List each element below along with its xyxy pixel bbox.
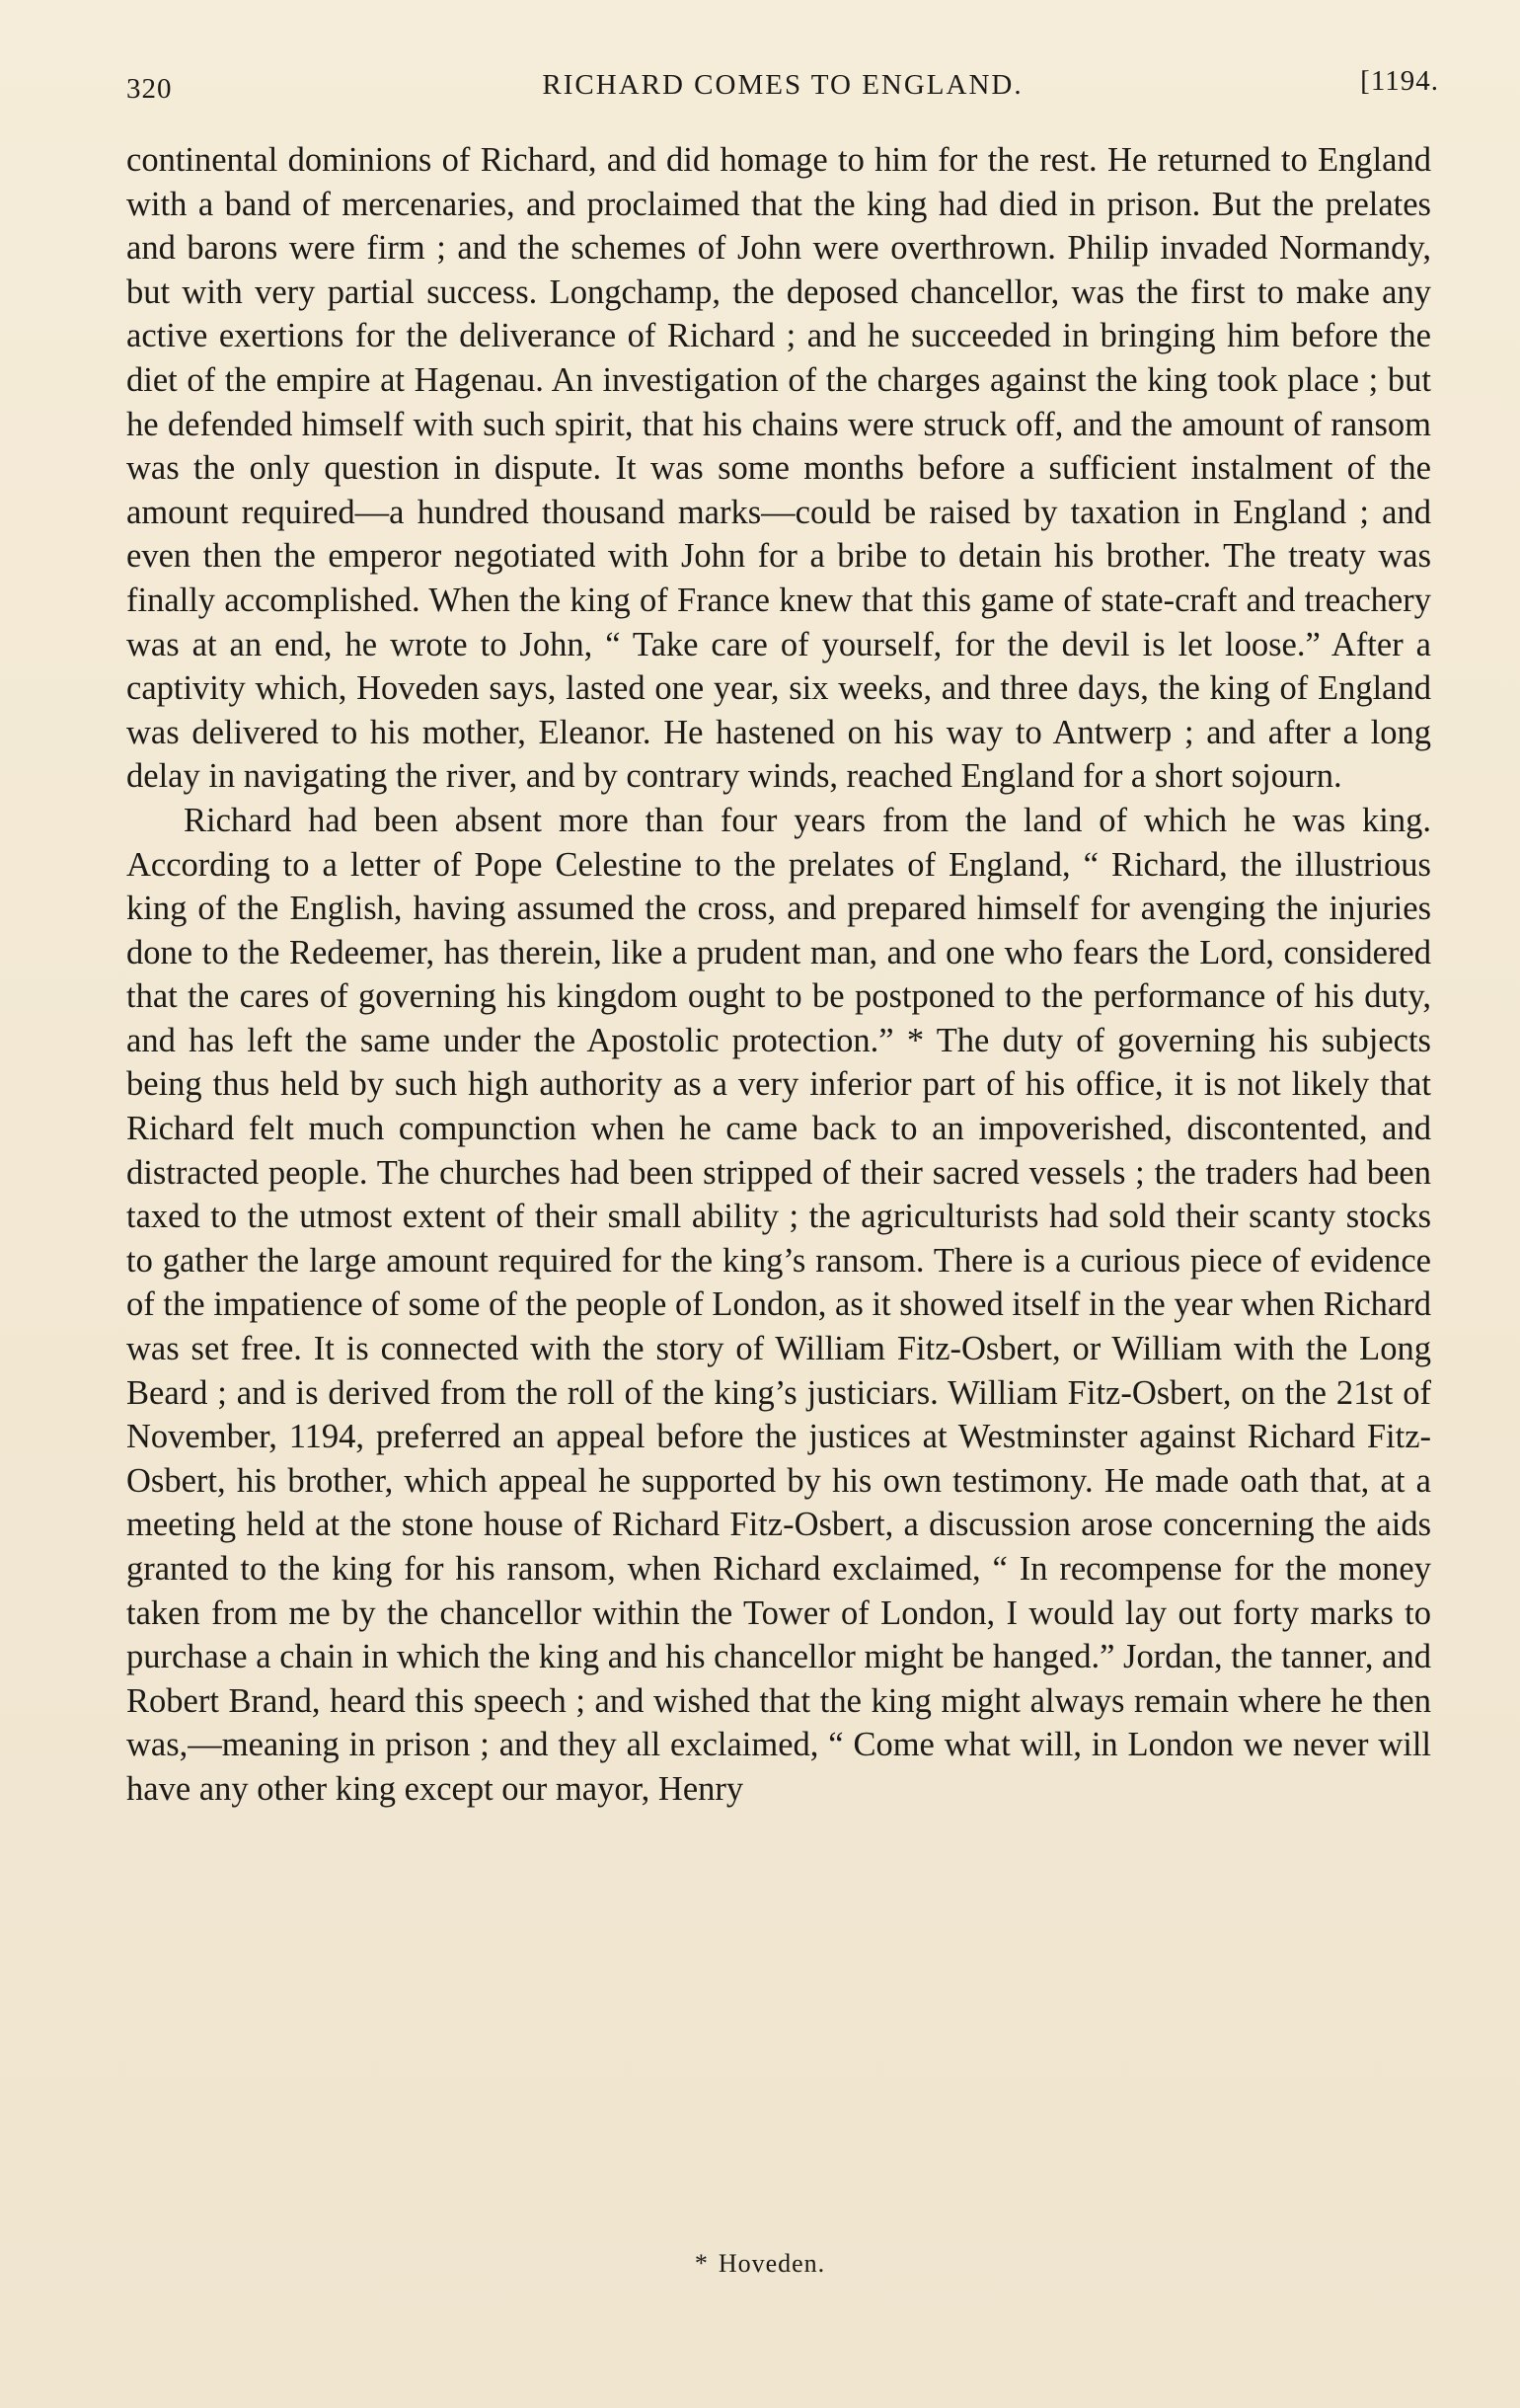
- running-head: [126, 65, 1439, 109]
- footnote-marker: *: [694, 2249, 709, 2278]
- paragraph-richard-absent: Richard had been absent more than four years from the land of which he was king. According to a letter of Pope Celestine to the prelates of England, “ Richard, the illustrious king of the English, having assumed the cross, and prepared himself for avenging the injuries done to the Redeemer, has therein, like a prudent man, and one who fears the Lord, considered that the cares of governing his kingdom ought to be postponed to the performance of his duty, and has left the same under the Apostolic protection.” * The duty of governing his subjects being thus held by such high authority as a very inferior part of his office, it is not likely that Richard felt much compunction when he came back to an impoverished, discontented, and distracted people. The churches had been stripped of their sacred vessels ; the traders had been taxed to the utmost extent of their small ability ; the agriculturists had sold their scanty stocks to gather the large amount required for the king’s ransom. There is a curious piece of evidence of the impatience of some of the people of London, as it showed itself in the year when Richard was set free. It is connected with the story of William Fitz-Osbert, or William with the Long Beard ; and is derived from the roll of the king’s justiciars. William Fitz-Osbert, on the 21st of November, 1194, preferred an appeal before the justices at Westminster against Richard Fitz-Osbert, his brother, which appeal he supported by his own testimony. He made oath that, at a meeting held at the stone house of Richard Fitz-Osbert, a discussion arose concerning the aids granted to the king for his ransom, when Richard exclaimed, “ In recompense for the money taken from me by the chancellor within the Tower of London, I would lay out forty marks to purchase a chain in which the king and his chancellor might be hanged.” Jordan, the tanner, and Robert Brand, heard this speech ; and wished that the king might always remain where he then was,—meaning in prison ; and they all exclaimed, “ Come what will, in London we never will have any other king except our mayor, Henry: [126, 801, 1431, 1808]
- footnote: [0, 2249, 1520, 2279]
- body-text: [126, 138, 1431, 1812]
- chapter-title: RICHARD COMES TO ENGLAND.: [542, 69, 1024, 101]
- year-marker: [1194.: [1360, 65, 1439, 97]
- footnote-text: Hoveden.: [718, 2249, 826, 2278]
- page-number: 320: [126, 73, 173, 105]
- paragraph-continued: continental dominions of Richard, and did homage to him for the rest. He returned to England with a band of mercenaries, and proclaimed that the king had died in prison. But the prelates and barons were firm ; and the schemes of John were overthrown. Philip invaded Normandy, but with very partial success. Longchamp, the deposed chancellor, was the first to make any active exertions for the deliverance of Richard ; and he succeeded in bringing him before the diet of the empire at Hagenau. An investigation of the charges against the king took place ; but he defended himself with such spirit, that his chains were struck off, and the amount of ransom was the only question in dispute. It was some months before a sufficient instalment of the amount required—a hundred thousand marks—could be raised by taxation in England ; and even then the emperor negotiated with John for a bribe to detain his brother. The treaty was finally accomplished. When the king of France knew that this game of state-craft and treachery was at an end, he wrote to John, “ Take care of yourself, for the devil is let loose.” After a captivity which, Hoveden says, lasted one year, six weeks, and three days, the king of England was delivered to his mother, Eleanor. He hastened on his way to Antwerp ; and after a long delay in navigating the river, and by contrary winds, reached England for a short sojourn.: [126, 141, 1431, 796]
